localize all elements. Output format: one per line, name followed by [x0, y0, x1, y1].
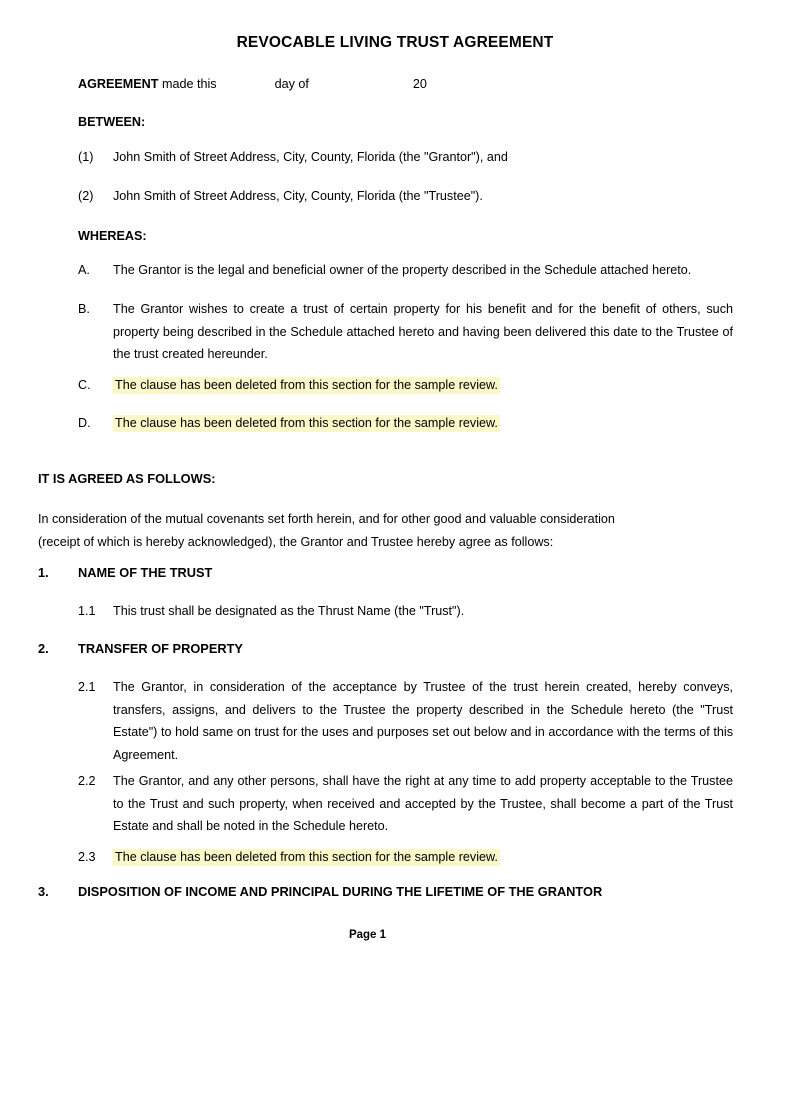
page-footer: Page 1	[348, 929, 387, 941]
agreement-label: AGREEMENT	[78, 77, 159, 91]
recital-text-b: The Grantor wishes to create a trust of certain property for his benefit and for the benefit of others, such property being described in the Schedule attached hereto and having been delivered this date to the Trustee of the trust created hereunder.	[113, 302, 733, 361]
between-label: BETWEEN:	[78, 115, 146, 129]
intro-line-1: In consideration of the mutual covenants set forth herein, and for other good and valuable consideration	[38, 512, 615, 526]
clause-number-2-3: 2.3	[78, 850, 96, 864]
agreement-date-line	[78, 73, 718, 95]
party-text-2: John Smith of Street Address, City, County, Florida (the "Trustee").	[113, 189, 483, 203]
recital-marker-b: B.	[78, 302, 90, 316]
redacted-clause-highlight-c: The clause has been deleted from this section for the sample review.	[115, 378, 498, 392]
clause-number-2-1: 2.1	[78, 680, 96, 694]
section-title-1: NAME OF THE TRUST	[78, 565, 213, 580]
clause-text-1-1: This trust shall be designated as the Thrust Name (the "Trust").	[113, 604, 465, 618]
clause-number-2-2: 2.2	[78, 774, 96, 788]
party-row-2	[78, 185, 733, 208]
section-heading-1	[38, 563, 718, 583]
party-marker-2: (2)	[78, 189, 94, 203]
section-heading-3	[38, 882, 718, 902]
recital-marker-c: C.	[78, 378, 91, 392]
redacted-clause-highlight-d: The clause has been deleted from this section for the sample review.	[115, 416, 498, 430]
agreement-year: 20	[412, 77, 427, 91]
section-title-2: TRANSFER OF PROPERTY	[78, 641, 243, 656]
recital-row-c	[78, 374, 733, 397]
clause-1-1	[78, 600, 733, 623]
clause-2-2	[78, 770, 733, 838]
intro-paragraph	[38, 508, 698, 553]
it-is-agreed-label: IT IS AGREED AS FOLLOWS:	[38, 471, 216, 486]
party-marker-1: (1)	[78, 150, 94, 164]
recital-text-a: The Grantor is the legal and beneficial owner of the property described in the Schedule attached hereto.	[113, 263, 692, 277]
party-text-1: John Smith of Street Address, City, County, Florida (the "Grantor"), and	[113, 150, 508, 164]
clause-number-1-1: 1.1	[78, 604, 96, 618]
party-row-1	[78, 146, 733, 169]
redacted-clause-highlight-2-3: The clause has been deleted from this section for the sample review.	[115, 850, 498, 864]
recital-text-d-wrap	[113, 412, 733, 435]
recital-marker-d: D.	[78, 416, 91, 430]
section-number-3: 3.	[38, 884, 49, 899]
clause-text-2-1: The Grantor, in consideration of the acceptance by Trustee of the trust herein created, hereby conveys, transfers, assigns, and delivers to the Trustee the property described in the Schedule hereto (the "Trust Estate") to hold same on trust for the uses and purposes set out below and in accordance with the terms of this Agreement.	[113, 680, 733, 762]
clause-text-2-2: The Grantor, and any other persons, shall have the right at any time to add property acceptable to the Trustee to the Trust and such property, when received and accepted by the Trustee, shall become a part of the Trust Estate and shall be noted in the Schedule hereto.	[113, 774, 733, 833]
section-heading-2	[38, 639, 718, 659]
clause-2-3	[78, 846, 733, 869]
recital-marker-a: A.	[78, 263, 90, 277]
section-title-3: DISPOSITION OF INCOME AND PRINCIPAL DURING THE LIFETIME OF THE GRANTOR	[78, 884, 603, 899]
section-number-1: 1.	[38, 565, 49, 580]
agreement-made-this: made this	[158, 77, 217, 91]
clause-text-2-3-wrap	[113, 846, 733, 869]
intro-line-2: (receipt of which is hereby acknowledged), the Grantor and Trustee hereby agree as follows:	[38, 534, 554, 549]
section-number-2: 2.	[38, 641, 49, 656]
clause-2-1	[78, 676, 733, 766]
recital-row-d	[78, 412, 733, 435]
document-title: REVOCABLE LIVING TRUST AGREEMENT	[236, 34, 554, 51]
recital-row-a	[78, 259, 733, 282]
recital-row-b	[78, 298, 733, 366]
recital-text-c-wrap	[113, 374, 733, 397]
agreement-day-of: day of	[274, 77, 309, 91]
whereas-label: WHEREAS:	[78, 229, 147, 243]
